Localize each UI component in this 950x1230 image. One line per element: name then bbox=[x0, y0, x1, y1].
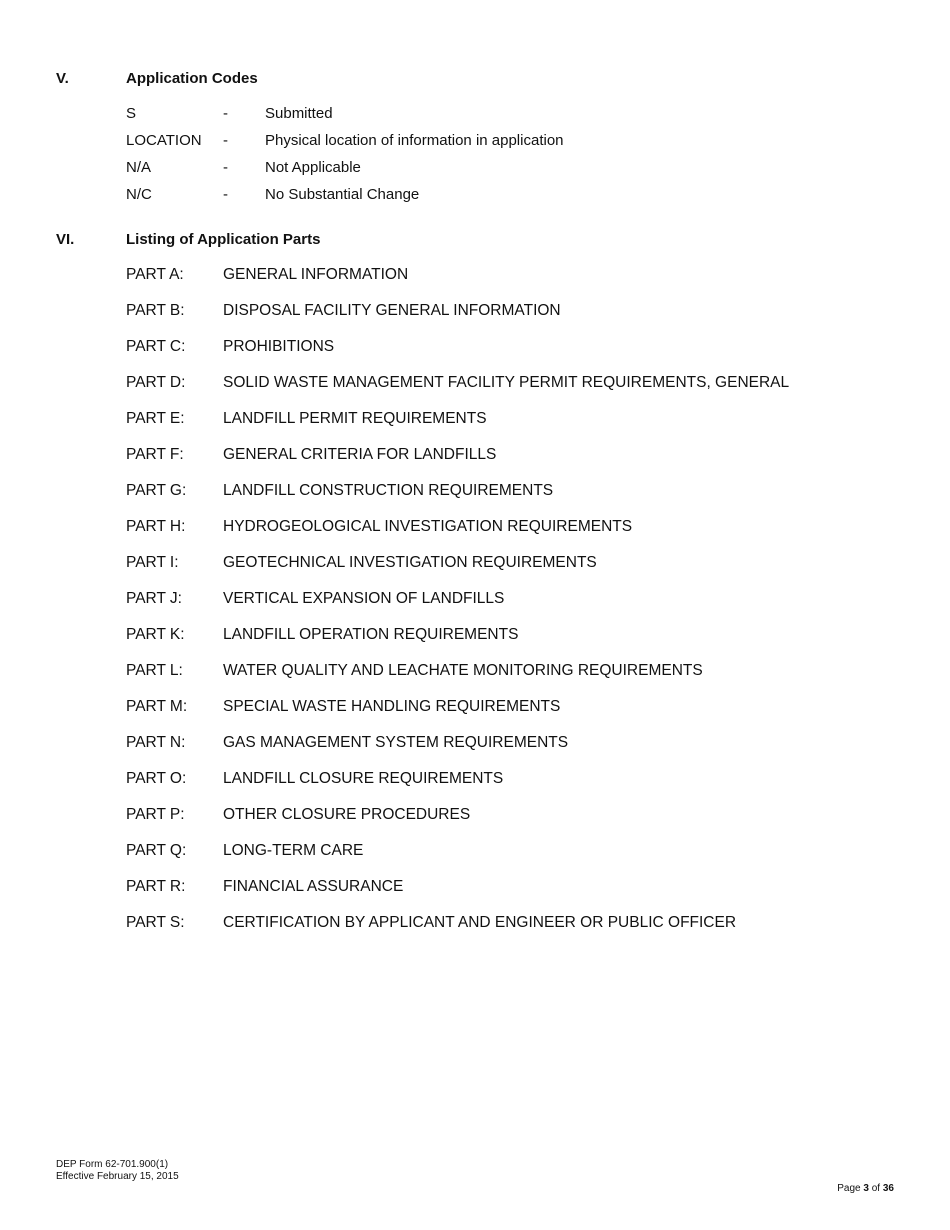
part-title: LANDFILL CLOSURE REQUIREMENTS bbox=[223, 770, 504, 787]
part-label: PART I: bbox=[126, 554, 179, 571]
code-dash: - bbox=[223, 159, 228, 176]
application-parts-list bbox=[126, 266, 906, 950]
part-label: PART O: bbox=[126, 770, 187, 787]
page-of: of bbox=[871, 1183, 881, 1194]
part-row bbox=[126, 518, 906, 554]
code-row bbox=[126, 186, 826, 213]
part-row bbox=[126, 446, 906, 482]
code-desc: Not Applicable bbox=[265, 159, 361, 176]
part-label: PART E: bbox=[126, 410, 185, 427]
code-desc: Physical location of information in application bbox=[265, 132, 564, 149]
section-v-title: Application Codes bbox=[126, 70, 258, 87]
part-title: SPECIAL WASTE HANDLING REQUIREMENTS bbox=[223, 698, 561, 715]
part-title: GAS MANAGEMENT SYSTEM REQUIREMENTS bbox=[223, 734, 569, 751]
page-total: 36 bbox=[882, 1183, 894, 1194]
part-label: PART K: bbox=[126, 626, 185, 643]
section-vi-number: VI. bbox=[56, 231, 75, 248]
part-title: GENERAL INFORMATION bbox=[223, 266, 409, 283]
page-number bbox=[837, 1183, 894, 1194]
part-title: LANDFILL PERMIT REQUIREMENTS bbox=[223, 410, 487, 427]
code-abbr: LOCATION bbox=[126, 132, 202, 149]
part-label: PART F: bbox=[126, 446, 184, 463]
part-row bbox=[126, 410, 906, 446]
part-title: GEOTECHNICAL INVESTIGATION REQUIREMENTS bbox=[223, 554, 597, 571]
part-row bbox=[126, 770, 906, 806]
part-title: LONG-TERM CARE bbox=[223, 842, 364, 859]
part-label: PART G: bbox=[126, 482, 187, 499]
code-abbr: N/A bbox=[126, 159, 152, 176]
part-title: LANDFILL CONSTRUCTION REQUIREMENTS bbox=[223, 482, 554, 499]
part-title: FINANCIAL ASSURANCE bbox=[223, 878, 404, 895]
part-title: DISPOSAL FACILITY GENERAL INFORMATION bbox=[223, 302, 561, 319]
application-codes-list bbox=[126, 105, 826, 213]
code-desc: Submitted bbox=[265, 105, 333, 122]
part-title: PROHIBITIONS bbox=[223, 338, 335, 355]
part-label: PART A: bbox=[126, 266, 184, 283]
code-dash: - bbox=[223, 105, 228, 122]
part-label: PART R: bbox=[126, 878, 186, 895]
part-label: PART P: bbox=[126, 806, 185, 823]
part-title: CERTIFICATION BY APPLICANT AND ENGINEER OR PUBLIC OFFICER bbox=[223, 914, 737, 931]
part-label: PART S: bbox=[126, 914, 185, 931]
part-title: OTHER CLOSURE PROCEDURES bbox=[223, 806, 471, 823]
part-label: PART H: bbox=[126, 518, 186, 535]
part-label: PART Q: bbox=[126, 842, 187, 859]
part-label: PART B: bbox=[126, 302, 185, 319]
part-row bbox=[126, 590, 906, 626]
part-row bbox=[126, 806, 906, 842]
form-number: DEP Form 62-701.900(1) bbox=[56, 1159, 169, 1170]
code-abbr: S bbox=[126, 105, 137, 122]
page-current: 3 bbox=[863, 1183, 869, 1194]
form-footer bbox=[56, 1159, 179, 1183]
code-dash: - bbox=[223, 132, 228, 149]
part-title: WATER QUALITY AND LEACHATE MONITORING REQUIREMENTS bbox=[223, 662, 703, 679]
part-label: PART D: bbox=[126, 374, 186, 391]
code-row bbox=[126, 159, 826, 186]
part-label: PART N: bbox=[126, 734, 186, 751]
part-row bbox=[126, 482, 906, 518]
part-title: HYDROGEOLOGICAL INVESTIGATION REQUIREMENTS bbox=[223, 518, 633, 535]
part-row bbox=[126, 842, 906, 878]
code-row bbox=[126, 105, 826, 132]
part-row bbox=[126, 698, 906, 734]
part-label: PART M: bbox=[126, 698, 188, 715]
part-row bbox=[126, 554, 906, 590]
part-title: VERTICAL EXPANSION OF LANDFILLS bbox=[223, 590, 505, 607]
part-row bbox=[126, 302, 906, 338]
part-row bbox=[126, 914, 906, 950]
part-row bbox=[126, 266, 906, 302]
part-row bbox=[126, 878, 906, 914]
page-word: Page bbox=[837, 1183, 861, 1194]
part-row bbox=[126, 734, 906, 770]
code-desc: No Substantial Change bbox=[265, 186, 420, 203]
section-v-number: V. bbox=[56, 70, 69, 87]
part-label: PART C: bbox=[126, 338, 186, 355]
code-abbr: N/C bbox=[126, 186, 152, 203]
part-label: PART J: bbox=[126, 590, 182, 607]
part-row bbox=[126, 662, 906, 698]
effective-date: Effective February 15, 2015 bbox=[56, 1171, 179, 1182]
part-title: LANDFILL OPERATION REQUIREMENTS bbox=[223, 626, 519, 643]
code-dash: - bbox=[223, 186, 228, 203]
part-row bbox=[126, 374, 906, 410]
section-vi-title: Listing of Application Parts bbox=[126, 231, 321, 248]
part-title: SOLID WASTE MANAGEMENT FACILITY PERMIT REQUIREMENTS, GENERAL bbox=[223, 374, 790, 391]
part-row bbox=[126, 338, 906, 374]
part-title: GENERAL CRITERIA FOR LANDFILLS bbox=[223, 446, 497, 463]
part-row bbox=[126, 626, 906, 662]
part-label: PART L: bbox=[126, 662, 183, 679]
code-row bbox=[126, 132, 826, 159]
